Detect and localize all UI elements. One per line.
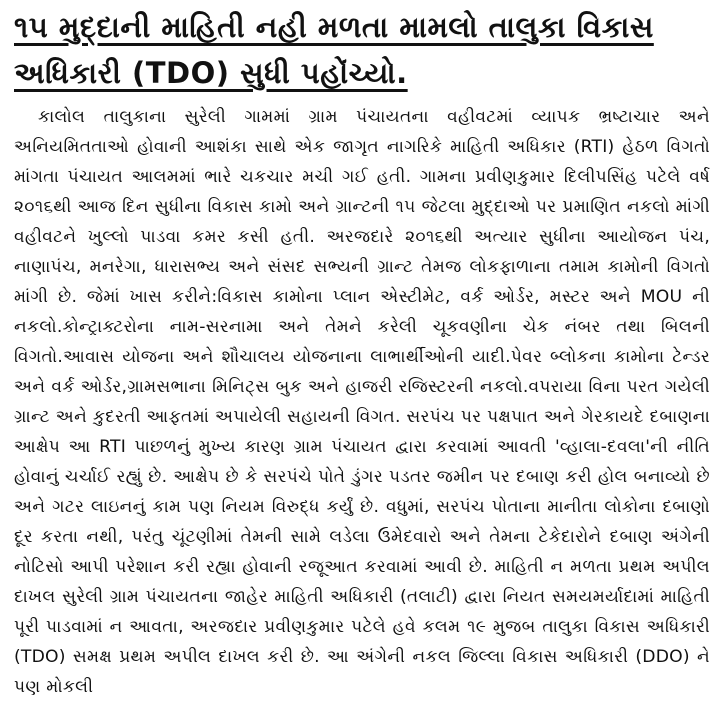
headline (14, 4, 710, 96)
headline-line-1: ૧૫ મુદ્દાની માહિતી નહી મળતા મામલો તાલુકા વિકાસ (14, 10, 654, 44)
article-body: કાલોલ તાલુકાના સુરેલી ગામમાં ગ્રામ પંચાયતના વહીવટમાં વ્યાપક ભ્રષ્ટાચાર અને અનિયમિતતાઓ હોવાની આશંકા સાથે એક જાગૃત નાગરિકે માહિતી અધિકાર (RTI) હેઠળ વિગતો માંગતા પંચાયત આલમમાં ભારે ચકચાર મચી ગઈ હતી. ગામના પ્રવીણકુમાર દિલીપસિંહ પટેલે વર્ષ ૨૦૧૬થી આજ દિન સુધીના વિકાસ કામો અને ગ્રાન્ટની ૧૫ જેટલા મુદ્દાઓ પર પ્રમાણિત નકલો માંગી વહીવટને ખુલ્લો પાડવા કમર કસી હતી. અરજદારે ૨૦૧૬થી અત્યાર સુધીના આયોજન પંચ, નાણાપંચ, મનરેગા, ધારાસભ્ય અને સંસદ સભ્યની ગ્રાન્ટ તેમજ લોકફાળાના તમામ કામોની વિગતો માંગી છે. જેમાં ખાસ કરીને:વિકાસ કામોના પ્લાન એસ્ટીમેટ, વર્ક ઓર્ડર, મસ્ટર અને MOU ની નકલો.કોન્ટ્રાક્ટરોના નામ-સરનામા અને તેમને કરેલી ચૂકવણીના ચેક નંબર તથા બિલની વિગતો.આવાસ યોજના અને શૌચાલય યોજનાના લાભાર્થીઓની યાદી.પેવર બ્લોકના કામોના ટેન્ડર અને વર્ક ઓર્ડર,ગ્રામસભાના મિનિટ્સ બુક અને હાજરી રજિસ્ટરની નકલો.વપરાયા વિના પરત ગયેલી ગ્રાન્ટ અને કુદરતી આફતમાં અપાયેલી સહાયની વિગત. સરપંચ પર પક્ષપાત અને ગેરકાયદે દબાણના આક્ષેપ આ RTI પાછળનું મુખ્ય કારણ ગ્રામ પંચાયત દ્વારા કરવામાં આવતી 'વ્હાલા-દવલા'ની નીતિ હોવાનું ચર્ચાઈ રહ્યું છે. આક્ષેપ છે કે સરપંચે પોતે ડુંગર પડતર જમીન પર દબાણ કરી હોલ બનાવ્યો છે અને ગટર લાઇનનું કામ પણ નિયમ વિરુદ્ધ કર્યું છે. વધુમાં, સરપંચ પોતાના માનીતા લોકોના દબાણો દૂર કરતા નથી, પરંતુ ચૂંટણીમાં તેમની સામે લડેલા ઉમેદવારો અને તેમના ટેકેદારોને દબાણ અંગેની નોટિસો આપી પરેશાન કરી રહ્યા હોવાની રજૂઆત કરવામાં આવી છે. માહિતી ન મળતા પ્રથમ અપીલ દાખલ સુરેલી ગ્રામ પંચાયતના જાહેર માહિતી અધિકારી (તલાટી) દ્વારા નિયત સમયમર્યાદામાં માહિતી પૂરી પાડવામાં ન આવતા, અરજદાર પ્રવીણકુમાર પટેલે હવે કલમ ૧૯ મુજબ તાલુકા વિકાસ અધિકારી (TDO) સમક્ષ પ્રથમ અપીલ દાખલ કરી છે. આ અંગેની નકલ જિલ્લા વિકાસ અધિકારી (DDO) ને પણ મોકલી (14, 107, 710, 697)
headline-line-2: અધિકારી (TDO) સુધી પહોંચ્યો. (14, 56, 408, 90)
